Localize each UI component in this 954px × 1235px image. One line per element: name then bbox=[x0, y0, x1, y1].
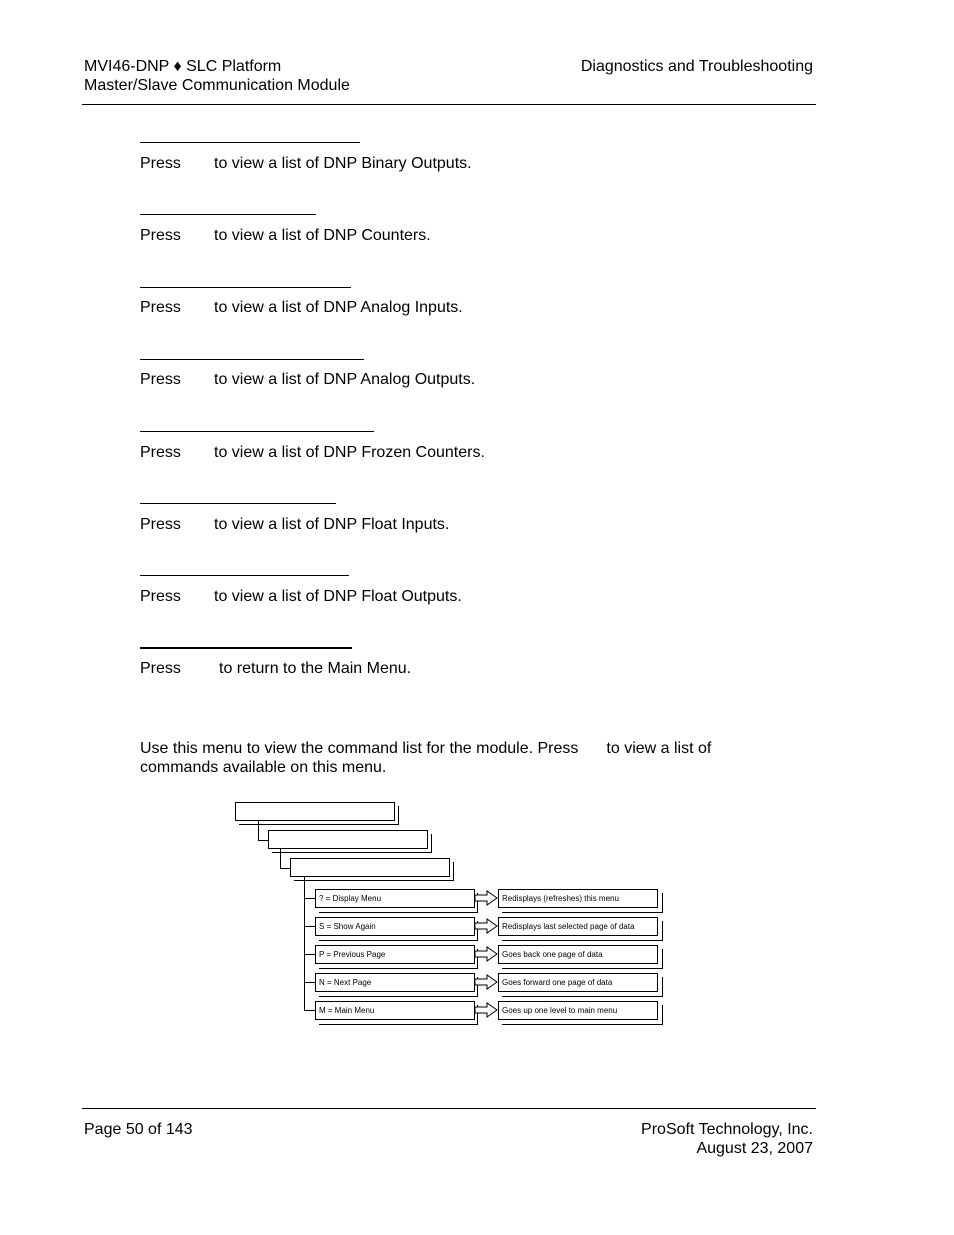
instruction-text: to view a list of DNP Counters. bbox=[214, 227, 431, 244]
header-divider bbox=[82, 104, 816, 105]
command-description: Redisplays last selected page of data bbox=[498, 917, 658, 936]
arrow-right-icon bbox=[474, 974, 498, 990]
press-label: Press bbox=[140, 516, 181, 533]
footer-divider bbox=[82, 1108, 816, 1109]
press-label: Press bbox=[140, 660, 181, 677]
arrow-right-icon bbox=[474, 890, 498, 906]
footer-info bbox=[641, 1120, 813, 1158]
command-description: Goes forward one page of data bbox=[498, 973, 658, 992]
command-description: Goes back one page of data bbox=[498, 945, 658, 964]
instruction-text: to view a list of DNP Float Inputs. bbox=[214, 516, 450, 533]
command-description: Goes up one level to main menu bbox=[498, 1001, 658, 1020]
command-description: Redisplays (refreshes) this menu bbox=[498, 889, 658, 908]
heading-underline bbox=[140, 575, 349, 576]
menu-level-2-box bbox=[268, 830, 428, 849]
instruction-text: to view a list of DNP Frozen Counters. bbox=[214, 444, 485, 461]
connector-line bbox=[280, 868, 290, 869]
page-number: Page 50 of 143 bbox=[84, 1121, 193, 1138]
paragraph-part1: Use this menu to view the command list for the module. Press bbox=[140, 740, 579, 757]
heading-underline bbox=[140, 142, 360, 143]
connector-line bbox=[258, 840, 268, 841]
press-label: Press bbox=[140, 371, 181, 388]
heading-underline bbox=[140, 647, 352, 649]
instruction-text: to view a list of DNP Analog Outputs. bbox=[214, 371, 476, 388]
heading-underline bbox=[140, 503, 336, 504]
command-key: N = Next Page bbox=[315, 973, 475, 992]
arrow-right-icon bbox=[474, 1002, 498, 1018]
press-label: Press bbox=[140, 155, 181, 172]
instruction-text: to view a list of DNP Analog Inputs. bbox=[214, 299, 463, 316]
instruction-text: to return to the Main Menu. bbox=[219, 660, 412, 677]
menu-level-1-box bbox=[235, 802, 395, 821]
heading-underline bbox=[140, 214, 316, 215]
command-key: P = Previous Page bbox=[315, 945, 475, 964]
publish-date: August 23, 2007 bbox=[696, 1140, 813, 1157]
heading-underline bbox=[140, 287, 351, 288]
command-key: M = Main Menu bbox=[315, 1001, 475, 1020]
press-label: Press bbox=[140, 588, 181, 605]
press-label: Press bbox=[140, 444, 181, 461]
instruction-text: to view a list of DNP Float Outputs. bbox=[214, 588, 462, 605]
arrow-right-icon bbox=[474, 946, 498, 962]
section-title: Diagnostics and Troubleshooting bbox=[580, 58, 813, 75]
doc-title-line1: MVI46-DNP ♦ SLC Platform bbox=[84, 58, 282, 75]
doc-title-line2: Master/Slave Communication Module bbox=[84, 77, 350, 94]
heading-underline bbox=[140, 431, 374, 432]
command-key: S = Show Again bbox=[315, 917, 475, 936]
arrow-right-icon bbox=[474, 918, 498, 934]
company-name: ProSoft Technology, Inc. bbox=[641, 1121, 813, 1138]
body-paragraph bbox=[140, 739, 780, 777]
press-label: Press bbox=[140, 227, 181, 244]
press-label: Press bbox=[140, 299, 181, 316]
doc-title bbox=[84, 57, 350, 95]
connector-line bbox=[280, 849, 281, 869]
connector-line bbox=[258, 821, 259, 841]
instruction-text: to view a list of DNP Binary Outputs. bbox=[214, 155, 472, 172]
menu-level-3-box bbox=[290, 858, 450, 877]
paragraph-part2: to view a list of commands available on this menu. bbox=[140, 740, 712, 776]
heading-underline bbox=[140, 359, 364, 360]
command-key: ? = Display Menu bbox=[315, 889, 475, 908]
